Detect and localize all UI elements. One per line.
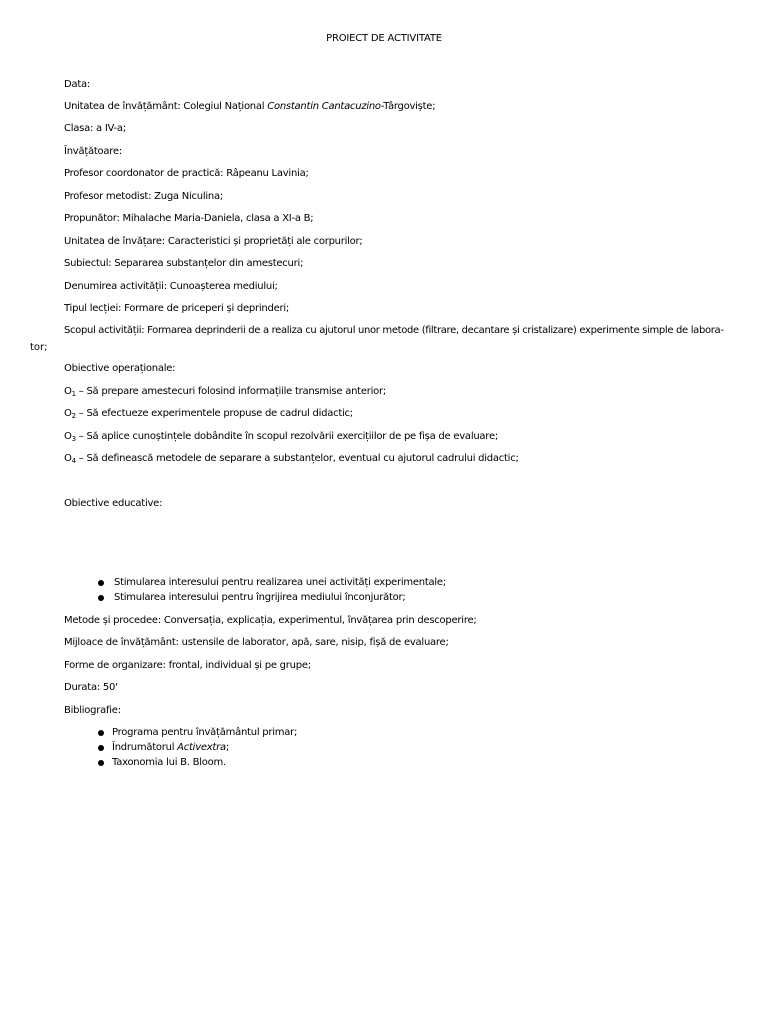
- unitate-invatamant-prefix: Unitatea de învățământ: Colegiul Național: [64, 101, 268, 112]
- field-scopul-line2: tor;: [30, 342, 48, 353]
- list-item-bibliografie-2: [112, 741, 229, 755]
- heading-bibliografie: Bibliografie:: [64, 705, 121, 716]
- objective-letter: O: [64, 453, 72, 464]
- list-item-educativ-1: Stimularea interesului pentru realizarea unei activități experimentale;: [114, 577, 446, 588]
- list-item-bibliografie-1: Programa pentru învățământul primar;: [112, 727, 298, 738]
- field-scopul-line1: Scopul activității: Formarea deprinderii de a realiza cu ajutorul unor metode (filtrare, decantare și cristalizare) experimente simple de labora-: [64, 325, 724, 336]
- field-invatatoare: Învățătoare:: [64, 146, 122, 157]
- bullet-icon: [98, 580, 104, 586]
- bibliografie-item2-suffix: ;: [225, 742, 229, 753]
- field-unitate-invatamant: [64, 100, 435, 114]
- objective-o1: [64, 385, 386, 401]
- field-denumirea: Denumirea activității: Cunoașterea mediului;: [64, 281, 278, 292]
- objective-text: – Să efectueze experimentele propuse de cadrul didactic;: [75, 408, 353, 419]
- objective-letter: O: [64, 386, 72, 397]
- field-unitatea-invatare: Unitatea de învățare: Caracteristici și proprietăți ale corpurilor;: [64, 236, 363, 247]
- bibliografie-item2-italic: Activextra: [177, 742, 226, 753]
- field-metode: Metode și procedee: Conversația, explicația, experimentul, învățarea prin descoperire;: [64, 615, 477, 626]
- objective-index: 4: [71, 457, 76, 465]
- heading-obiective-operationale: Obiective operaționale:: [64, 363, 176, 374]
- heading-obiective-educative: Obiective educative:: [64, 498, 163, 509]
- field-profesor-coordonator: Profesor coordonator de practică: Râpeanu Lavinia;: [64, 168, 309, 179]
- unitate-invatamant-suffix: -Târgoviște;: [380, 101, 436, 112]
- bullet-icon: [98, 760, 104, 766]
- objective-text: – Să aplice cunoștințele dobândite în scopul rezolvării exercițiilor de pe fișa de evaluare;: [75, 431, 498, 442]
- field-tipul: Tipul lecției: Formare de priceperi și deprinderi;: [64, 303, 290, 314]
- field-mijloace: Mijloace de învățământ: ustensile de laborator, apă, sare, nisip, fișă de evaluare;: [64, 637, 449, 648]
- objective-text: – Să prepare amestecuri folosind informațiile transmise anterior;: [75, 386, 386, 397]
- field-data: Data:: [64, 79, 90, 90]
- objective-o2: [64, 407, 353, 423]
- bullet-icon: [98, 595, 104, 601]
- page-title: PROIECT DE ACTIVITATE: [326, 33, 442, 44]
- list-item-educativ-2: Stimularea interesului pentru îngrijirea mediului înconjurător;: [114, 592, 406, 603]
- bullet-icon: [98, 730, 104, 736]
- objective-letter: O: [64, 408, 72, 419]
- objective-o3: [64, 430, 498, 446]
- field-profesor-metodist: Profesor metodist: Zuga Niculina;: [64, 191, 223, 202]
- list-item-bibliografie-3: Taxonomia lui B. Bloom.: [112, 757, 226, 768]
- field-forme: Forme de organizare: frontal, individual și pe grupe;: [64, 660, 311, 671]
- field-clasa: Clasa: a IV-a;: [64, 123, 126, 134]
- field-durata: Durata: 50': [64, 682, 118, 693]
- bullet-icon: [98, 745, 104, 751]
- field-propunator: Propunător: Mihalache Maria-Daniela, clasa a XI-a B;: [64, 213, 314, 224]
- bibliografie-item2-prefix: Îndrumătorul: [112, 742, 178, 753]
- field-subiectul: Subiectul: Separarea substanțelor din amestecuri;: [64, 258, 304, 269]
- unitate-invatamant-italic: Constantin Cantacuzino: [267, 101, 381, 112]
- objective-letter: O: [64, 431, 72, 442]
- objective-text: – Să definească metodele de separare a substanțelor, eventual cu ajutorul cadrului didactic;: [75, 453, 519, 464]
- objective-o4: [64, 452, 519, 468]
- objective-index: 3: [71, 435, 76, 443]
- objective-index: 1: [71, 390, 76, 398]
- objective-index: 2: [71, 412, 76, 420]
